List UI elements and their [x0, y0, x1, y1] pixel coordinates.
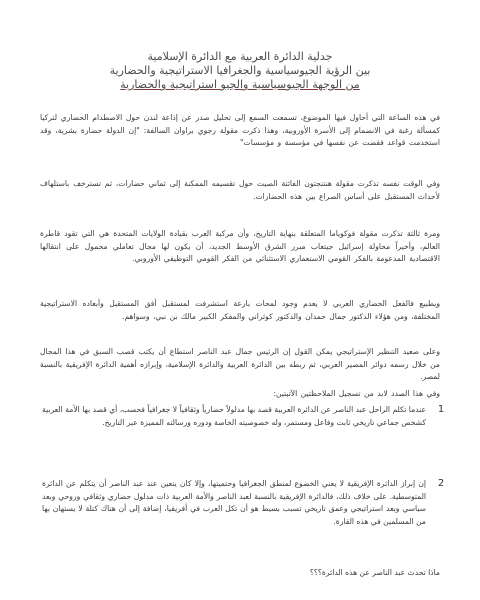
- list-item: [30, 478, 450, 560]
- closing-question: ماذا تحدث عبد الناصر عن هذه الدائرة؟؟؟: [309, 568, 440, 577]
- document-title-line-1: جدلية الدائرة العربية مع الدائرة الإسلامية: [147, 50, 333, 63]
- list-item-number: 2: [437, 478, 445, 489]
- list-item: [30, 404, 450, 462]
- list-item-text: عندما تكلم الراحل عبد الناصر عن الدائرة العربية قصد بها مدلولاً حضارياً وثقافياً لا جغرافياً فحسب، أي قصد بها الأمة العربية كشخص جماعي تاريخي ثابت وفاعل ومستمر، وله خصوصيته الخاصة ودوره ورسالته المميزة عبر التاريخ.: [42, 405, 426, 427]
- paragraph-nasser: وعلى صعيد التنظير الإستراتيجي يمكن القول إن الرئيس جمال عبد الناصر استطاع أن يكتب قصب السبق في هذا المجال من خلال رسمه دوائر المصير العربي، ثم ربطه بين الدائرة العربية والدائرة الإسلامية، وإبرازه أهمية الدائرة الإفريقية بالنسبة لمصر.: [40, 347, 440, 381]
- document-title-line-3: من الوجهة الجيوسياسية والجيو استراتيجية والحضارية: [120, 78, 360, 91]
- paragraph-fukuyama: ومرة ثالثة تذكرت مقولة فوكوياما المتعلقة بنهاية التاريخ، وأن مركبة العرب بقيادة الولايات المتحدة هي التي تقود قاطرة العالم، وأخيراً محاولة إسرائيل جيتعاب مبرر الشرق الأوسط الجديد، أن يكون لها مجال تعاملي محمول على انتقالها الاقتصادية المدعومة بالفكر القومي الاستعماري الاستثنائي من الفكر القومي التوظيفي الأوروبي.: [40, 229, 440, 263]
- paragraph-remarks-intro: وفي هذا الصدد لابد من تسجيل الملاحظتين الآتيتين:: [273, 389, 440, 398]
- paragraph-intro: في هذه الساعة التي أحاول فيها الموضوع، تسمعت السمع إلى تحليل صدر عن إذاعة لندن حول الاصطدام الحضاري لتركيا كمسألة رغبة في الانضمام إلى الأسرة الأوروبية، وهذا ذكرت مقولة رجوي براوان السالفة: "إن الدولة حضارة بشرية، وقد استخدمت قواعد فقضت عن نفسها في مؤسسة و مؤسسات": [40, 113, 440, 147]
- document-title-line-2: بين الرؤية الجيوسياسية والجغرافيا الاستراتيجية والحضارية: [109, 64, 371, 77]
- paragraph-huntington: وفي الوقت نفسه تذكرت مقولة هنتنجتون الفائتة الصيت حول تقسيمه الممكنة إلى ثماني حضارات، ثم تسترخف باستلهاف لأحداث المستقبل على أساس الصراع بين هذه الحضارات.: [40, 179, 440, 201]
- paragraph-arab-thinkers: ويطبيع فالفعل الحضاري العربي لا يعدم وجود لمحات بارعة استشرفت لمستقبل أفق المستقبل وأبعاده الاستراتيجية المختلفة، ومن هؤلاء الدكتور جمال حمدان والدكتور كوثراني والمفكر الكبير مالك بن نبي، وسواهم.: [40, 299, 440, 321]
- list-item-number: 1: [437, 404, 445, 415]
- list-item-text: إن إبراز الدائرة الإفريقية لا يعني الخضوع لمنطق الجغرافيا وحتميتها، وإلا كان يتعين عند عبد الناصر أن يتكلم عن الدائرة المتوسطية. على خلاف ذلك، فالدائرة الإفريقية بالنسبة لعبد الناصر والأمة العربية ذات مدلول حضاري وثقافي وروحي وبعد سياسي وبعد استراتيجي وعمق تاريخي تسبب بسيط هو أن تكل العرب في أفريقيا، إضافة إلى أن هناك كتلة لا يستهان بها من المسلمين في هذه القارة.: [42, 479, 426, 526]
